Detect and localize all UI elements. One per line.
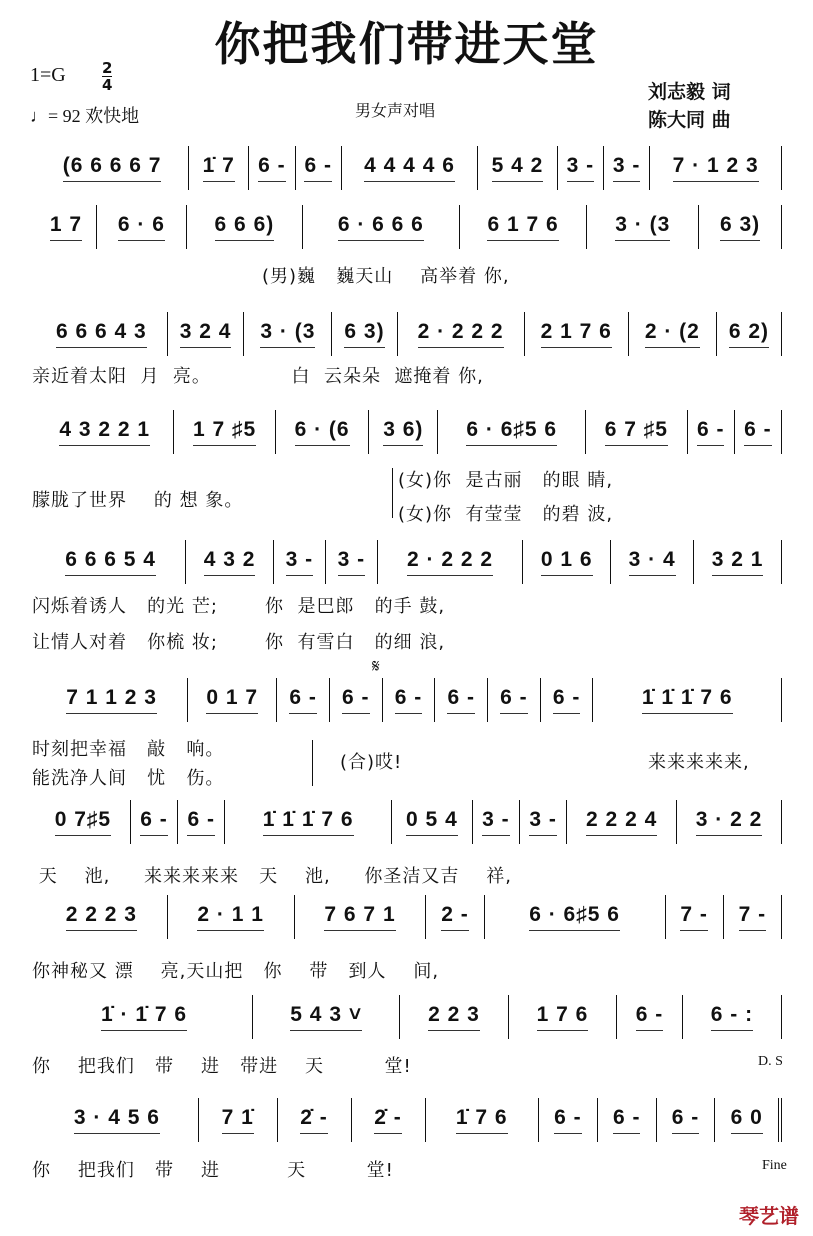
measure <box>303 205 460 249</box>
measure <box>36 1098 199 1142</box>
measure-notes: 6 - <box>636 1003 664 1031</box>
site-logo: 琴艺谱 <box>739 1204 799 1228</box>
measure <box>593 678 782 722</box>
measure-notes: 6 6 6 5 4 <box>65 548 156 576</box>
measure <box>715 1098 782 1142</box>
measure <box>677 800 782 844</box>
measure <box>276 410 369 454</box>
composer: 陈大同 曲 <box>648 109 731 131</box>
da-segno-marking: D. S <box>758 1054 783 1069</box>
measure-notes: 6 · 6♯5 6 <box>529 903 620 931</box>
measure <box>188 678 277 722</box>
measure <box>735 410 782 454</box>
measure <box>36 410 174 454</box>
measure <box>435 678 488 722</box>
measure <box>485 895 666 939</box>
lyric-line: (合)哎! <box>340 752 403 773</box>
measure <box>168 895 295 939</box>
measure <box>509 995 617 1039</box>
staff-system <box>36 540 782 584</box>
voices-note: 男女声对唱 <box>355 101 436 120</box>
measure-notes: 6 · 6 <box>118 213 165 241</box>
measure <box>683 995 782 1039</box>
staff-system <box>36 895 782 939</box>
measure-notes: 6 - <box>554 1106 582 1134</box>
measure <box>539 1098 598 1142</box>
measure <box>244 312 332 356</box>
measure-notes: 0 7♯5 <box>55 808 111 836</box>
measure <box>478 146 557 190</box>
lyric-line: 时刻把幸福 敲 响。 <box>32 739 225 760</box>
measure-notes: 6 6 6) <box>215 213 275 241</box>
lyric-line: 亲近着太阳 月 亮。 白 云朵朵 遮掩着 你, <box>32 366 484 387</box>
measure <box>586 410 688 454</box>
staff-system <box>36 995 782 1039</box>
measure-notes: 4 3 2 <box>204 548 256 576</box>
brace <box>312 740 313 786</box>
measure <box>36 205 97 249</box>
measure-notes: 2 · 2 2 2 <box>418 320 504 348</box>
credits <box>648 78 731 134</box>
measure <box>168 312 245 356</box>
measure-notes: 2 · 1 1 <box>197 903 264 931</box>
measure <box>438 410 586 454</box>
measure-notes: 3 - <box>613 154 641 182</box>
measure-notes: 7 - <box>680 903 708 931</box>
measure <box>278 1098 352 1142</box>
measure-notes: 3 2 1 <box>712 548 764 576</box>
measure-notes: 1̇ 1̇ 1̇ 7 6 <box>642 686 733 714</box>
measure-notes: 6 - <box>672 1106 700 1134</box>
measure-notes: 1 7 6 <box>537 1003 589 1031</box>
measure-notes: 0 5 4 <box>406 808 458 836</box>
measure-notes: 2̇ - <box>374 1106 402 1134</box>
measure <box>717 312 782 356</box>
measure <box>332 312 397 356</box>
measure <box>295 895 427 939</box>
measure <box>426 1098 539 1142</box>
measure-notes: 1 7 <box>50 213 82 241</box>
measure-notes: 7 - <box>739 903 767 931</box>
measure <box>225 800 392 844</box>
measure-notes: 1̇ 7 6 <box>456 1106 508 1134</box>
lyric-line: (男)巍 巍天山 高举着 你, <box>262 266 510 287</box>
measure <box>378 540 524 584</box>
song-title: 你把我们带进天堂 <box>214 17 599 71</box>
measure <box>604 146 650 190</box>
measure <box>330 678 383 722</box>
measure-notes: 1̇ 1̇ 1̇ 7 6 <box>263 808 354 836</box>
measure <box>666 895 724 939</box>
measure <box>694 540 782 584</box>
measure-notes: 3 - <box>529 808 557 836</box>
measure-notes: 6 - <box>613 1106 641 1134</box>
measure <box>131 800 178 844</box>
measure-notes: 2 2 2 3 <box>66 903 137 931</box>
measure-notes: 6 · 6♯5 6 <box>466 418 557 446</box>
measure <box>699 205 782 249</box>
measure-notes: 5 4 2 <box>492 154 544 182</box>
time-sig-bottom: 4 <box>102 76 113 94</box>
measure-notes: 0 1 6 <box>541 548 593 576</box>
measure <box>460 205 588 249</box>
fine-marking: Fine <box>762 1158 787 1173</box>
measure-notes: 3 - <box>338 548 366 576</box>
lyricist: 刘志毅 词 <box>648 81 731 103</box>
measure-notes: 2 · (2 <box>645 320 700 348</box>
measure <box>186 540 274 584</box>
key-signature: 1=G <box>30 64 66 86</box>
measure-notes: 6 - <box>140 808 168 836</box>
measure-notes: 0 1 7 <box>206 686 258 714</box>
lyric-line: 能洗净人间 忧 伤。 <box>32 768 225 789</box>
measure-notes: 7 6 7 1 <box>324 903 395 931</box>
measure <box>629 312 717 356</box>
measure-notes: 3 - <box>286 548 314 576</box>
measure-notes: 4 3 2 2 1 <box>59 418 150 446</box>
measure <box>253 995 400 1039</box>
measure <box>36 895 168 939</box>
measure-notes: 6 6 6 4 3 <box>56 320 147 348</box>
measure-notes: 3 6) <box>383 418 423 446</box>
measure-notes: 6 1 7 6 <box>487 213 558 241</box>
segno-sign: 𝄋 <box>372 656 380 677</box>
measure <box>558 146 604 190</box>
measure <box>473 800 520 844</box>
measure-notes: 2 - <box>441 903 469 931</box>
measure <box>352 1098 426 1142</box>
measure <box>36 678 188 722</box>
measure <box>426 895 484 939</box>
staff-system <box>36 312 782 356</box>
staff-system <box>36 410 782 454</box>
measure-notes: 1̇ · 1̇ 7 6 <box>101 1003 187 1031</box>
measure-notes: 6 - <box>187 808 215 836</box>
measure-notes: 5 4 3 ˅ <box>290 1003 362 1031</box>
measure-notes: (6 6 6 6 7 <box>63 154 162 182</box>
measure-notes: 1 7 ♯5 <box>193 418 256 446</box>
measure <box>36 995 253 1039</box>
measure-notes: 3 - <box>482 808 510 836</box>
measure-notes: 2 2 3 <box>428 1003 480 1031</box>
measure-notes: 1̇ 7 <box>203 154 235 182</box>
staff-system <box>36 800 782 844</box>
measure <box>178 800 225 844</box>
measure-notes: 6 - <box>342 686 370 714</box>
lyric-line: (女)你 有莹莹 的碧 波, <box>398 504 614 525</box>
measure-notes: 6 · (6 <box>295 418 350 446</box>
tempo-marking: ♩= 92 欢快地 <box>30 106 140 126</box>
measure-notes: 2 · 2 2 2 <box>407 548 493 576</box>
measure <box>296 146 342 190</box>
measure-notes: 6 · 6 6 6 <box>338 213 424 241</box>
lyric-line: (女)你 是古丽 的眼 睛, <box>398 470 614 491</box>
measure <box>274 540 326 584</box>
measure-notes: 4 4 4 4 6 <box>364 154 455 182</box>
lyric-line: 你神秘又 漂 亮,天山把 你 带 到人 间, <box>32 961 440 982</box>
measure-notes: 6 - <box>395 686 423 714</box>
measure <box>369 410 438 454</box>
measure-notes: 6 - <box>697 418 725 446</box>
measure-notes: 3 · 2 2 <box>696 808 763 836</box>
measure <box>400 995 508 1039</box>
staff-system <box>36 678 782 722</box>
measure <box>611 540 694 584</box>
measure <box>277 678 330 722</box>
measure <box>174 410 276 454</box>
measure <box>392 800 473 844</box>
measure <box>97 205 187 249</box>
lyric-line: 你 把我们 带 进 带进 天 堂! <box>32 1056 412 1077</box>
measure <box>724 895 782 939</box>
lyric-line: 让情人对着 你梳 妆; 你 有雪白 的细 浪, <box>32 632 446 653</box>
measure <box>520 800 567 844</box>
measure-notes: 6 - <box>289 686 317 714</box>
measure-notes: 6 7 ♯5 <box>605 418 668 446</box>
measure-notes: 3 2 4 <box>180 320 232 348</box>
measure-notes: 2 2 2 4 <box>586 808 657 836</box>
measure-notes: 7 1̇ <box>222 1106 254 1134</box>
lyric-line: 天 池, 来来来来来 天 池, 你圣洁又吉 祥, <box>32 866 512 887</box>
measure <box>598 1098 657 1142</box>
measure-notes: 3 - <box>567 154 595 182</box>
measure <box>249 146 295 190</box>
measure <box>525 312 629 356</box>
measure-notes: 3 · (3 <box>260 320 315 348</box>
measure <box>326 540 378 584</box>
measure <box>617 995 683 1039</box>
measure-notes: 2̇ - <box>300 1106 328 1134</box>
staff-system <box>36 146 782 190</box>
measure <box>657 1098 716 1142</box>
measure <box>36 800 131 844</box>
staff-system <box>36 205 782 249</box>
measure-notes: 6 - <box>553 686 581 714</box>
measure-notes: 6 3) <box>720 213 760 241</box>
measure <box>541 678 594 722</box>
measure <box>36 146 189 190</box>
measure <box>36 312 168 356</box>
measure <box>688 410 735 454</box>
measure <box>187 205 303 249</box>
measure-notes: 6 - <box>500 686 528 714</box>
measure <box>587 205 699 249</box>
measure-notes: 3 · (3 <box>615 213 670 241</box>
measure <box>398 312 525 356</box>
measure-notes: 2 1 7 6 <box>541 320 612 348</box>
lyric-line: 来来来来来, <box>648 752 750 773</box>
measure <box>189 146 249 190</box>
measure <box>36 540 186 584</box>
time-sig-top: 2 <box>102 59 113 77</box>
brace <box>392 468 393 518</box>
measure-notes: 3 · 4 5 6 <box>74 1106 160 1134</box>
lyric-line: 朦胧了世界 的 想 象。 <box>32 490 244 511</box>
staff-system <box>36 1098 782 1142</box>
measure <box>488 678 541 722</box>
measure-notes: 3 · 4 <box>629 548 676 576</box>
measure-notes: 6 - <box>258 154 286 182</box>
measure-notes: 6 - : <box>711 1003 753 1031</box>
measure-notes: 7 1 1 2 3 <box>66 686 157 714</box>
measure <box>383 678 436 722</box>
lyric-line: 你 把我们 带 进 天 堂! <box>32 1160 394 1181</box>
measure-notes: 6 - <box>304 154 332 182</box>
time-signature <box>102 60 112 93</box>
measure <box>567 800 677 844</box>
measure <box>650 146 782 190</box>
measure-notes: 7 · 1 2 3 <box>673 154 759 182</box>
measure-notes: 6 2) <box>729 320 769 348</box>
measure <box>199 1098 278 1142</box>
measure-notes: 6 - <box>447 686 475 714</box>
measure <box>523 540 611 584</box>
measure-notes: 6 3) <box>344 320 384 348</box>
lyric-line: 闪烁着诱人 的光 芒; 你 是巴郎 的手 鼓, <box>32 596 446 617</box>
measure-notes: 6 - <box>744 418 772 446</box>
measure-notes: 6 0 <box>731 1106 763 1134</box>
measure <box>342 146 478 190</box>
